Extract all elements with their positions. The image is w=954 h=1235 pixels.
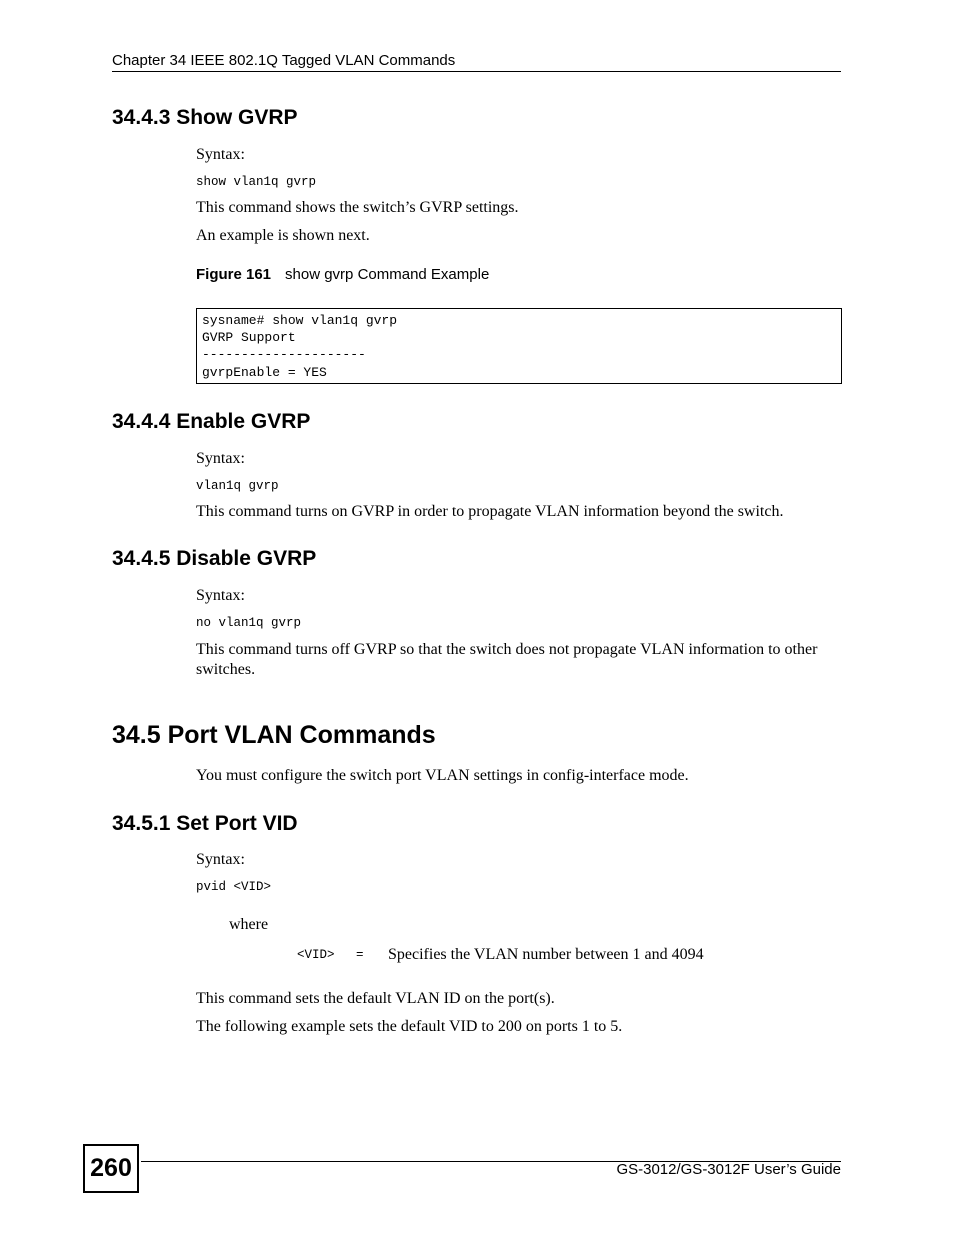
- figure-title: show gvrp Command Example: [285, 266, 490, 283]
- page-number: 260: [90, 1154, 132, 1182]
- example-intro-text: The following example sets the default VID to 200 on ports 1 to 5.: [196, 1018, 623, 1035]
- header-rule: [112, 71, 841, 72]
- syntax-code: show vlan1q gvrp: [196, 175, 317, 189]
- code-example-box: [196, 308, 842, 384]
- section-heading-port-vlan: 34.5 Port VLAN Commands: [112, 721, 436, 749]
- section-heading-disable-gvrp: 34.4.5 Disable GVRP: [112, 547, 317, 570]
- page-number-box: [83, 1144, 139, 1193]
- code-line: GVRP Support: [202, 330, 296, 345]
- syntax-code: vlan1q gvrp: [196, 479, 279, 493]
- syntax-label: Syntax:: [196, 450, 245, 467]
- syntax-code: no vlan1q gvrp: [196, 616, 302, 630]
- section-heading-show-gvrp: 34.4.3 Show GVRP: [112, 106, 298, 129]
- syntax-label: Syntax:: [196, 146, 245, 163]
- code-line: ---------------------: [202, 347, 366, 362]
- code-line: sysname# show vlan1q gvrp: [202, 313, 398, 328]
- figure-label: Figure 161: [196, 266, 272, 283]
- syntax-label: Syntax:: [196, 587, 245, 604]
- description-text: This command shows the switch’s GVRP settings.: [196, 199, 519, 216]
- where-label: where: [229, 916, 269, 933]
- description-text: This command turns off GVRP so that the switch does not propagate VLAN information to other switches.: [196, 641, 818, 678]
- example-intro-text: An example is shown next.: [196, 227, 370, 244]
- syntax-code: pvid <VID>: [196, 880, 272, 894]
- description-text: This command turns on GVRP in order to propagate VLAN information beyond the switch.: [196, 503, 784, 520]
- guide-title: GS-3012/GS-3012F User’s Guide: [616, 1161, 841, 1178]
- running-header: Chapter 34 IEEE 802.1Q Tagged VLAN Commands: [112, 52, 456, 69]
- param-name: <VID>: [297, 948, 335, 962]
- description-text: This command sets the default VLAN ID on the port(s).: [196, 990, 555, 1007]
- syntax-label: Syntax:: [196, 851, 245, 868]
- section-heading-enable-gvrp: 34.4.4 Enable GVRP: [112, 410, 311, 433]
- code-line: gvrpEnable = YES: [202, 365, 327, 380]
- description-text: You must configure the switch port VLAN settings in config-interface mode.: [196, 767, 689, 784]
- section-heading-set-port-vid: 34.5.1 Set Port VID: [112, 812, 298, 835]
- figure-caption: [196, 266, 489, 283]
- param-equals: =: [356, 948, 364, 962]
- param-description: Specifies the VLAN number between 1 and 4094: [388, 946, 704, 963]
